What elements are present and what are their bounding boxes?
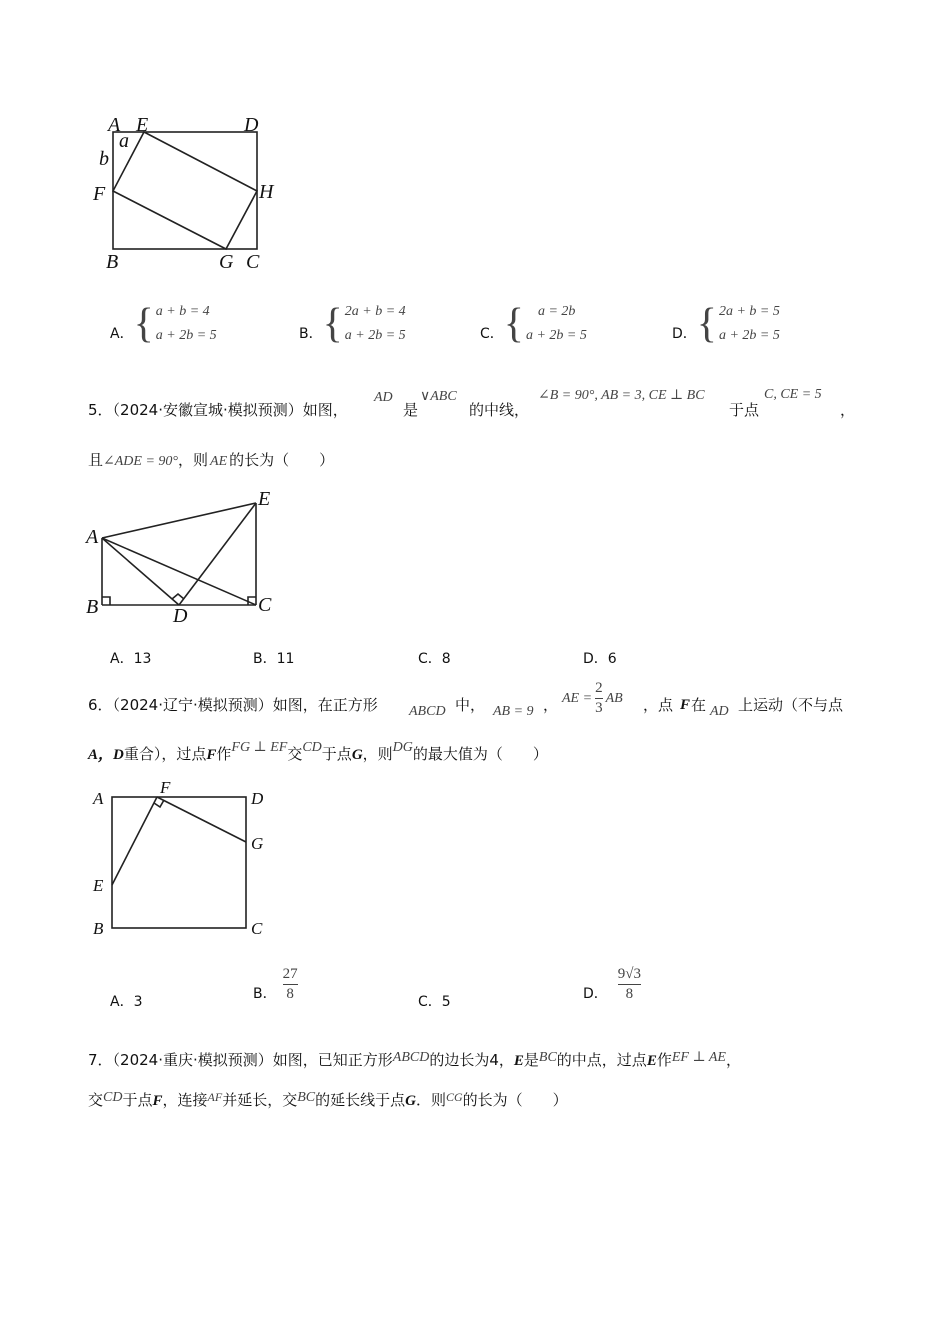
q7-math-ef-perp-ae: EF ⊥ AE <box>671 1050 726 1065</box>
q5-text-qie: 且 <box>88 451 104 469</box>
fig4-label-E: E <box>136 114 149 136</box>
fig4-label-b: b <box>99 148 109 170</box>
q6-text-zai: 在 <box>691 696 707 714</box>
q6-option-b-fraction <box>283 966 298 1003</box>
fig4-label-F: F <box>93 183 106 205</box>
q4-option-a-eq2: a + 2b = 5 <box>155 328 217 343</box>
q6-option-a[interactable]: A．3 <box>110 994 143 1010</box>
q5-line-2 <box>88 450 334 472</box>
q6-option-d[interactable] <box>583 966 641 1003</box>
q4-option-c-brace: { <box>503 301 524 347</box>
q5-text-comma: ， <box>840 401 856 419</box>
q6-prefix: 6．（2024·辽宁·模拟预测）如图，在正方形 <box>88 696 378 714</box>
fig6-line-ef <box>112 797 157 885</box>
fig5-line-ad <box>102 538 179 605</box>
fig4-label-B: B <box>106 251 119 273</box>
q7-text-midpoint: 的中点，过点 <box>556 1051 647 1069</box>
fig4-label-G: G <box>219 251 234 273</box>
q5-line-1 <box>88 400 348 420</box>
figure-q4-rectangle <box>80 110 300 280</box>
q7-math-cd: CD <box>103 1090 123 1105</box>
q7-text-extend: 并延长，交 <box>222 1091 298 1109</box>
fig5-label-E: E <box>258 488 271 510</box>
q6-math-fg-perp-ef: FG ⊥ EF <box>231 740 288 755</box>
fig4-label-A: A <box>108 114 121 136</box>
q7-math-abcd: ABCD <box>392 1050 430 1065</box>
fig5-right-angle-d <box>172 594 184 599</box>
q4-option-a-letter: A． <box>110 326 134 342</box>
q4-option-c[interactable] <box>480 300 587 348</box>
q5-math-conditions: ∠B = 90°, AB = 3, CE ⊥ BC <box>538 388 705 403</box>
q4-option-a[interactable] <box>110 300 217 348</box>
q5-math-ad: AD <box>374 390 393 405</box>
q4-option-c-eq2: a + 2b = 5 <box>525 328 587 343</box>
q4-option-d-eq1: 2a + b = 5 <box>718 304 780 319</box>
q7-text-extension: 的延长线于点 <box>315 1091 406 1109</box>
q6-text-f: F <box>680 697 691 713</box>
q7-text-connect: ，连接 <box>162 1091 208 1109</box>
q6-math-ae-fraction <box>562 680 623 717</box>
q7-line-2 <box>88 1090 568 1112</box>
fig6-square-abcd <box>112 797 246 928</box>
fig4-label-C: C <box>246 251 260 273</box>
q7-math-bc: BC <box>538 1050 557 1065</box>
q6-option-c[interactable]: C．5 <box>418 994 451 1010</box>
figure-q5-triangle <box>80 485 300 630</box>
q4-option-a-system <box>156 300 217 348</box>
fig6-label-F: F <box>160 778 171 797</box>
fig4-label-H: H <box>259 181 274 203</box>
q7-text-yudian: 于点 <box>122 1091 153 1109</box>
fig6-label-E: E <box>93 876 104 895</box>
q7-prefix: 7．（2024·重庆·模拟预测）如图，已知正方形 <box>88 1051 393 1069</box>
q6-text-zuo: 作 <box>216 745 232 763</box>
fig6-label-B: B <box>93 919 104 938</box>
q7-text-f: F <box>152 1093 163 1109</box>
q4-option-b-eq2: a + 2b = 5 <box>344 328 406 343</box>
q6-text-comma: ， <box>543 696 559 714</box>
q6-fraction-num: 2 <box>595 680 603 696</box>
fig4-label-a: a <box>119 130 129 152</box>
q6-text-ad-points: A，D <box>88 747 124 763</box>
q5-text-ze: ，则 <box>178 451 209 469</box>
q5-option-b[interactable]: B．11 <box>253 651 295 667</box>
q7-text-length: 的长为（ ） <box>462 1091 568 1109</box>
q7-text-comma: ， <box>725 1051 741 1069</box>
q6-text-yudian: 于点 <box>321 745 352 763</box>
q4-option-a-brace: { <box>133 301 154 347</box>
q5-text-median: 的中线， <box>469 401 530 419</box>
q7-text-side: 的边长为4， <box>429 1051 514 1069</box>
q5-prefix: 5．（2024·安徽宣城·模拟预测）如图， <box>88 401 348 419</box>
fig5-label-D: D <box>173 605 188 627</box>
q4-option-d[interactable] <box>672 300 780 348</box>
q5-option-c[interactable]: C．8 <box>418 651 451 667</box>
q4-option-c-letter: C． <box>480 326 504 342</box>
q6-math-cd: CD <box>302 740 322 755</box>
q7-line-1 <box>88 1050 741 1072</box>
q5-option-d[interactable]: D．6 <box>583 651 617 667</box>
q6-text-dian: ，点 <box>643 696 674 714</box>
fig5-label-C: C <box>258 594 272 616</box>
q6-math-abcd: ABCD <box>409 704 446 719</box>
q7-text-e: E <box>513 1053 524 1069</box>
q4-option-b[interactable] <box>299 300 406 348</box>
q6-math-ab-9: AB = 9 <box>493 704 534 719</box>
q6-math-ab: AB <box>605 690 623 706</box>
fig5-label-A: A <box>86 526 99 548</box>
q7-text-jiao: 交 <box>88 1091 104 1109</box>
q4-option-a-eq1: a + b = 4 <box>155 304 210 319</box>
fig5-right-angle-b <box>102 597 110 605</box>
q7-text-shi: 是 <box>523 1051 539 1069</box>
q6-text-ze: ，则 <box>362 745 393 763</box>
q6-text-g: G <box>351 747 363 763</box>
q4-option-b-system <box>345 300 406 348</box>
fig6-line-fg <box>157 797 246 842</box>
q6-option-b-letter: B． <box>253 985 277 1002</box>
q6-option-d-letter: D． <box>583 985 608 1002</box>
figure-q6-square <box>85 772 285 947</box>
q5-text-at-point: 于点 <box>729 401 760 419</box>
q7-text-g: G <box>405 1093 416 1109</box>
q6-text-zhong: 中， <box>455 696 486 714</box>
q4-option-b-letter: B． <box>299 326 323 342</box>
q4-option-d-system <box>719 300 780 348</box>
q5-option-a[interactable]: A．13 <box>110 651 152 667</box>
q5-math-angle-ade: ∠ADE = 90° <box>103 454 179 469</box>
q6-option-b-num: 27 <box>282 966 298 982</box>
q6-math-dg: DG <box>392 740 413 755</box>
q6-option-d-num: 9√3 <box>617 966 642 982</box>
q6-fraction-den: 3 <box>595 700 603 716</box>
q6-option-b-den: 8 <box>286 986 294 1002</box>
q6-option-d-den: 8 <box>625 986 634 1002</box>
q7-math-bc2: BC <box>297 1090 316 1105</box>
q4-option-c-system <box>526 300 587 348</box>
q7-math-cg: CG <box>445 1090 463 1104</box>
q6-math-ae-eq: AE = <box>562 690 593 706</box>
q6-text-f2: F <box>206 747 217 763</box>
fig6-label-C: C <box>251 919 263 938</box>
q5-text-shi: 是 <box>403 401 419 419</box>
q4-option-b-brace: { <box>322 301 343 347</box>
q4-option-d-letter: D． <box>672 326 697 342</box>
q4-option-b-eq1: 2a + b = 4 <box>344 304 406 319</box>
q5-text-question: 的长为（ ） <box>229 451 335 469</box>
q5-math-triangle-abc: ∨ABC <box>420 389 457 404</box>
q5-math-ae: AE <box>210 454 228 469</box>
q6-option-d-fraction <box>618 966 641 1003</box>
q6-text-move: 上运动（不与点 <box>738 696 844 714</box>
q4-option-d-brace: { <box>696 301 717 347</box>
q4-option-d-eq2: a + 2b = 5 <box>718 328 780 343</box>
q7-text-e2: E <box>646 1053 657 1069</box>
fig6-label-D: D <box>251 789 264 808</box>
q5-math-ce: C, CE = 5 <box>764 387 822 402</box>
q6-math-ad: AD <box>710 704 729 719</box>
fig4-label-D: D <box>244 114 259 136</box>
q6-line-2 <box>88 740 548 766</box>
fig6-label-G: G <box>251 834 264 853</box>
q6-option-b[interactable] <box>253 966 298 1003</box>
q6-text-jiao: 交 <box>287 745 303 763</box>
q7-text-ze: ．则 <box>415 1091 446 1109</box>
q6-text-max: 的最大值为（ ） <box>412 745 548 763</box>
fig5-label-B: B <box>86 596 99 618</box>
q7-math-af: AF <box>207 1090 223 1104</box>
q6-fraction-2-3 <box>595 680 603 717</box>
fig6-label-A: A <box>93 789 104 808</box>
fig4-inner-rectangle <box>113 132 257 249</box>
q7-text-zuo: 作 <box>656 1051 672 1069</box>
q4-option-c-eq1: a = 2b <box>537 304 576 319</box>
q6-text-coincide: 重合），过点 <box>123 745 207 763</box>
